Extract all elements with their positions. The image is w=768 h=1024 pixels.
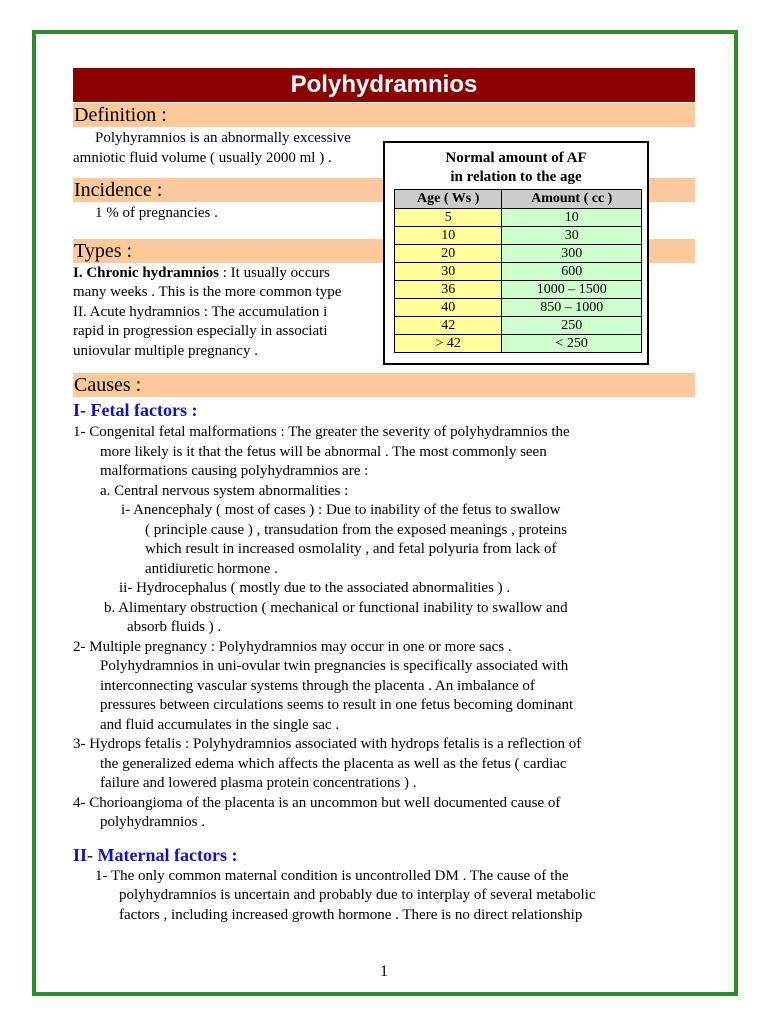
table-row bbox=[395, 263, 642, 281]
age-cell: 42 bbox=[395, 317, 502, 335]
types-acute-line-1: II. Acute hydramnios : The accumulation i bbox=[73, 303, 328, 320]
cause-2 bbox=[73, 638, 695, 736]
amount-cell: 300 bbox=[502, 245, 642, 263]
cause-2-line-1: 2- Multiple pregnancy : Polyhydramnios may occur in one or more sacs . bbox=[73, 638, 512, 655]
definition-line-2: amniotic fluid volume ( usually 2000 ml ) . bbox=[73, 149, 332, 166]
age-cell: 40 bbox=[395, 299, 502, 317]
cause-2-line-2: Polyhydramnios in uni-ovular twin pregnancies is specifically associated with bbox=[100, 658, 569, 674]
maternal-cause-1-line-3: factors , including increased growth hormone . There is no direct relationship bbox=[119, 906, 583, 923]
cause-1 bbox=[73, 423, 695, 482]
cause-2-line-3: interconnecting vascular systems through the placenta . An imbalance of bbox=[100, 677, 535, 694]
table-row bbox=[395, 317, 642, 335]
maternal-factors-heading: II- Maternal factors : bbox=[73, 844, 238, 865]
definition-heading: Definition : bbox=[73, 103, 695, 127]
chronic-hydramnios-label: I. Chronic hydramnios bbox=[73, 264, 220, 281]
cause-1-line-2: more likely is it that the fetus will be abnormal . The most commonly seen bbox=[100, 443, 547, 460]
col-age-header: Age ( Ws ) bbox=[395, 190, 502, 209]
cause-1-line-3: malformations causing polyhydramnios are : bbox=[100, 463, 369, 479]
page-title: Polyhydramnios bbox=[73, 68, 695, 102]
cause-4 bbox=[73, 794, 695, 833]
cause-3-line-2: the generalized edema which affects the placenta as well as the fetus ( cardiac bbox=[100, 755, 567, 772]
age-cell: 36 bbox=[395, 281, 502, 299]
maternal-cause-1 bbox=[73, 867, 695, 926]
page-number: 1 bbox=[380, 963, 388, 980]
cause-1a: a. Central nervous system abnormalities : bbox=[100, 482, 349, 499]
cause-1a-i bbox=[73, 501, 695, 579]
col-amount-header: Amount ( cc ) bbox=[502, 190, 642, 209]
chronic-text-1: : It usually occurs bbox=[219, 264, 330, 281]
fetal-factors-heading: I- Fetal factors : bbox=[73, 400, 198, 420]
cause-2-line-4: pressures between circulations seems to result in one fetus becoming dominant bbox=[100, 697, 574, 713]
cause-1b-line-2: absorb fluids ) . bbox=[127, 619, 222, 635]
maternal-cause-1-line-1: 1- The only common maternal condition is uncontrolled DM . The cause of the bbox=[95, 867, 569, 884]
cause-2-line-5: and fluid accumulates in the single sac . bbox=[100, 716, 340, 733]
amount-cell: 600 bbox=[502, 263, 642, 281]
maternal-cause-1-line-2: polyhydramnios is uncertain and probably due to interplay of several metabolic bbox=[119, 887, 596, 903]
af-table-title-line-1: Normal amount of AF bbox=[445, 150, 587, 166]
types-acute-line-3: uniovular multiple pregnancy . bbox=[73, 342, 258, 359]
types-heading: Types : bbox=[73, 239, 695, 263]
incidence-text: 1 % of pregnancies . bbox=[95, 205, 218, 221]
types-chronic-line-2: many weeks . This is the more common type bbox=[73, 284, 342, 300]
table-row bbox=[395, 281, 642, 299]
amount-cell: 1000 – 1500 bbox=[502, 281, 642, 299]
af-amount-table-box bbox=[383, 141, 649, 365]
cause-3-line-3: failure and lowered plasma protein concentrations ) . bbox=[100, 775, 417, 791]
table-row bbox=[395, 227, 642, 245]
age-cell: > 42 bbox=[395, 335, 502, 353]
age-cell: 5 bbox=[395, 209, 502, 227]
cause-1a-i-line-3: which result in increased osmolality , and fetal polyuria from lack of bbox=[145, 541, 557, 557]
af-table-title-line-2: in relation to the age bbox=[450, 169, 582, 185]
age-cell: 20 bbox=[395, 245, 502, 263]
amount-cell: < 250 bbox=[502, 335, 642, 353]
amount-cell: 30 bbox=[502, 227, 642, 245]
amount-cell: 250 bbox=[502, 317, 642, 335]
table-row bbox=[395, 335, 642, 353]
cause-3 bbox=[73, 735, 695, 794]
definition-line-1: Polyhyramnios is an abnormally excessive bbox=[95, 130, 351, 146]
types-acute-line-2: rapid in progression especially in associati bbox=[73, 323, 328, 339]
af-table-title bbox=[385, 149, 647, 187]
amount-cell: 10 bbox=[502, 209, 642, 227]
cause-1b bbox=[73, 599, 695, 638]
af-amount-table bbox=[394, 189, 642, 353]
cause-1b-line-1: b. Alimentary obstruction ( mechanical or functional inability to swallow and bbox=[104, 599, 568, 616]
af-table-header-row bbox=[395, 190, 642, 209]
incidence-heading: Incidence : bbox=[73, 178, 695, 202]
age-cell: 30 bbox=[395, 263, 502, 281]
table-row bbox=[395, 245, 642, 263]
cause-1-line-1: 1- Congenital fetal malformations : The greater the severity of polyhydramnios the bbox=[73, 424, 570, 440]
cause-4-line-2: polyhydramnios . bbox=[100, 814, 205, 830]
cause-1a-i-line-4: antidiuretic hormone . bbox=[145, 560, 278, 577]
cause-3-line-1: 3- Hydrops fetalis : Polyhydramnios associated with hydrops fetalis is a reflection of bbox=[73, 736, 582, 752]
cause-1a-ii: ii- Hydrocephalus ( mostly due to the associated abnormalities ) . bbox=[119, 580, 511, 596]
cause-1a-i-line-1: i- Anencephaly ( most of cases ) : Due to inability of the fetus to swallow bbox=[121, 502, 561, 518]
cause-4-line-1: 4- Chorioangioma of the placenta is an uncommon but well documented cause of bbox=[73, 794, 561, 811]
table-row bbox=[395, 209, 642, 227]
causes-heading: Causes : bbox=[73, 373, 695, 397]
age-cell: 10 bbox=[395, 227, 502, 245]
table-row bbox=[395, 299, 642, 317]
cause-1a-i-line-2: ( principle cause ) , transudation from the exposed meanings , proteins bbox=[145, 521, 567, 538]
amount-cell: 850 – 1000 bbox=[502, 299, 642, 317]
